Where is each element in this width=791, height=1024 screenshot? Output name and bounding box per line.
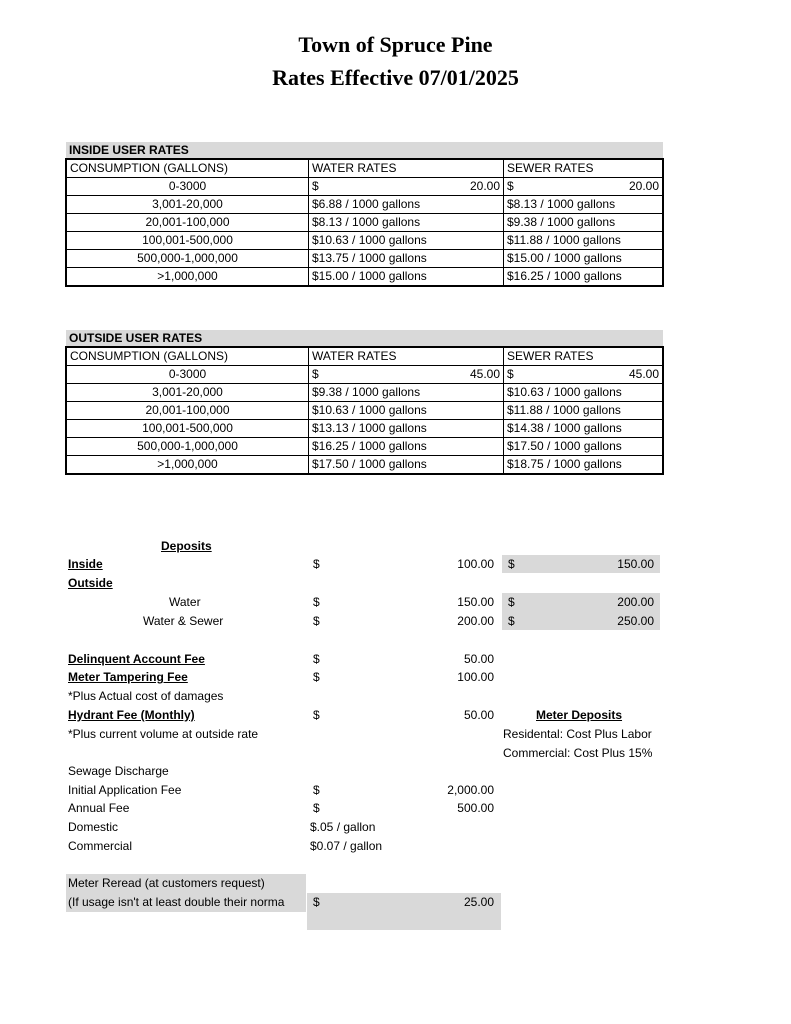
domestic-label: Domestic: [68, 820, 119, 834]
outside-section-label: OUTSIDE USER RATES: [66, 330, 309, 347]
initial-fee-sym: $: [313, 783, 320, 797]
table-row: 0-3000 $ 20.00 $ 20.00: [66, 178, 663, 196]
inside-rates-table: [65, 142, 664, 287]
delinquent-fee-sym: $: [313, 652, 320, 666]
col-sewer: SEWER RATES: [504, 159, 664, 178]
deposit-outside-label: Outside: [68, 576, 113, 590]
table-row: 3,001-20,000 $6.88 / 1000 gallons $8.13 / 1000 gallons: [66, 196, 663, 214]
meter-deposits-heading: Meter Deposits: [536, 708, 623, 722]
domestic-rate: $.05 / gallon: [310, 820, 376, 834]
tamper-note: *Plus Actual cost of damages: [68, 689, 224, 703]
reread-cell-1: [66, 874, 306, 893]
deposit-outside-sewer-cells: $ 200.00 $ 250.00: [502, 593, 660, 630]
deposit-water-amt: 150.00: [457, 595, 494, 609]
deposit-water-label: Water: [169, 595, 201, 609]
hydrant-note: *Plus current volume at outside rate: [68, 727, 259, 741]
table-row: 500,000-1,000,000 $13.75 / 1000 gallons $15.00 / 1000 gallons: [66, 250, 663, 268]
table-row: >1,000,000 $15.00 / 1000 gallons $16.25 / 1000 gallons: [66, 268, 663, 287]
meter-deposit-commercial: Commercial: Cost Plus 15%: [503, 746, 653, 760]
delinquent-fee-label: Delinquent Account Fee: [68, 652, 205, 666]
inside-section-label: INSIDE USER RATES: [66, 142, 309, 159]
reread-sym: $: [313, 895, 320, 909]
initial-fee-label: Initial Application Fee: [68, 783, 182, 797]
table-row: 3,001-20,000 $9.38 / 1000 gallons $10.63 / 1000 gallons: [66, 384, 663, 402]
outside-rates-table: [65, 330, 664, 475]
initial-fee-amt: 2,000.00: [447, 783, 494, 797]
col-consumption: CONSUMPTION (GALLONS): [66, 159, 309, 178]
table-row: 0-3000 $ 45.00 $ 45.00: [66, 366, 663, 384]
deposit-inside-sewer-cell: $ 150.00: [502, 555, 660, 573]
reread-amount-cell: [307, 893, 501, 930]
table-row: 100,001-500,000 $10.63 / 1000 gallons $11.88 / 1000 gallons: [66, 232, 663, 250]
commercial-rate: $0.07 / gallon: [310, 839, 383, 853]
reread-line1: Meter Reread (at customers request): [68, 876, 265, 890]
deposit-inside-sym: $: [313, 557, 320, 571]
hydrant-fee-sym: $: [313, 708, 320, 722]
col-water: WATER RATES: [309, 347, 504, 366]
tamper-fee-sym: $: [313, 670, 320, 684]
annual-fee-amt: 500.00: [457, 801, 494, 815]
col-sewer: SEWER RATES: [504, 347, 664, 366]
page-title: Town of Spruce Pine: [298, 32, 493, 57]
annual-fee-sym: $: [313, 801, 320, 815]
deposit-ws-sym: $: [313, 614, 320, 628]
deposit-ws-label: Water & Sewer: [143, 614, 224, 628]
deposit-inside-label: Inside: [68, 557, 103, 571]
page-subtitle: Rates Effective 07/01/2025: [272, 65, 519, 90]
tamper-fee-amt: 100.00: [457, 670, 494, 684]
deposit-inside-amt: 100.00: [457, 557, 494, 571]
table-row: 500,000-1,000,000 $16.25 / 1000 gallons $17.50 / 1000 gallons: [66, 438, 663, 456]
deposit-water-sym: $: [313, 595, 320, 609]
sewage-heading: Sewage Discharge: [68, 764, 169, 778]
delinquent-fee-amt: 50.00: [463, 652, 494, 666]
table-row: >1,000,000 $17.50 / 1000 gallons $18.75 / 1000 gallons: [66, 456, 663, 475]
hydrant-fee-amt: 50.00: [463, 708, 494, 722]
table-row: 100,001-500,000 $13.13 / 1000 gallons $14.38 / 1000 gallons: [66, 420, 663, 438]
reread-cell-2: [66, 893, 306, 912]
annual-fee-label: Annual Fee: [68, 801, 130, 815]
tamper-fee-label: Meter Tampering Fee: [68, 670, 188, 684]
reread-amt: 25.00: [463, 895, 494, 909]
deposits-heading: Deposits: [161, 539, 212, 553]
table-row: 20,001-100,000 $10.63 / 1000 gallons $11.88 / 1000 gallons: [66, 402, 663, 420]
commercial-label: Commercial: [68, 839, 133, 853]
col-water: WATER RATES: [309, 159, 504, 178]
meter-deposit-residential: Residental: Cost Plus Labor: [503, 727, 652, 741]
col-consumption: CONSUMPTION (GALLONS): [66, 347, 309, 366]
reread-line2: (If usage isn't at least double their norma: [68, 895, 285, 909]
hydrant-fee-label: Hydrant Fee (Monthly): [68, 708, 195, 722]
deposit-ws-amt: 200.00: [457, 614, 494, 628]
table-row: 20,001-100,000 $8.13 / 1000 gallons $9.38 / 1000 gallons: [66, 214, 663, 232]
